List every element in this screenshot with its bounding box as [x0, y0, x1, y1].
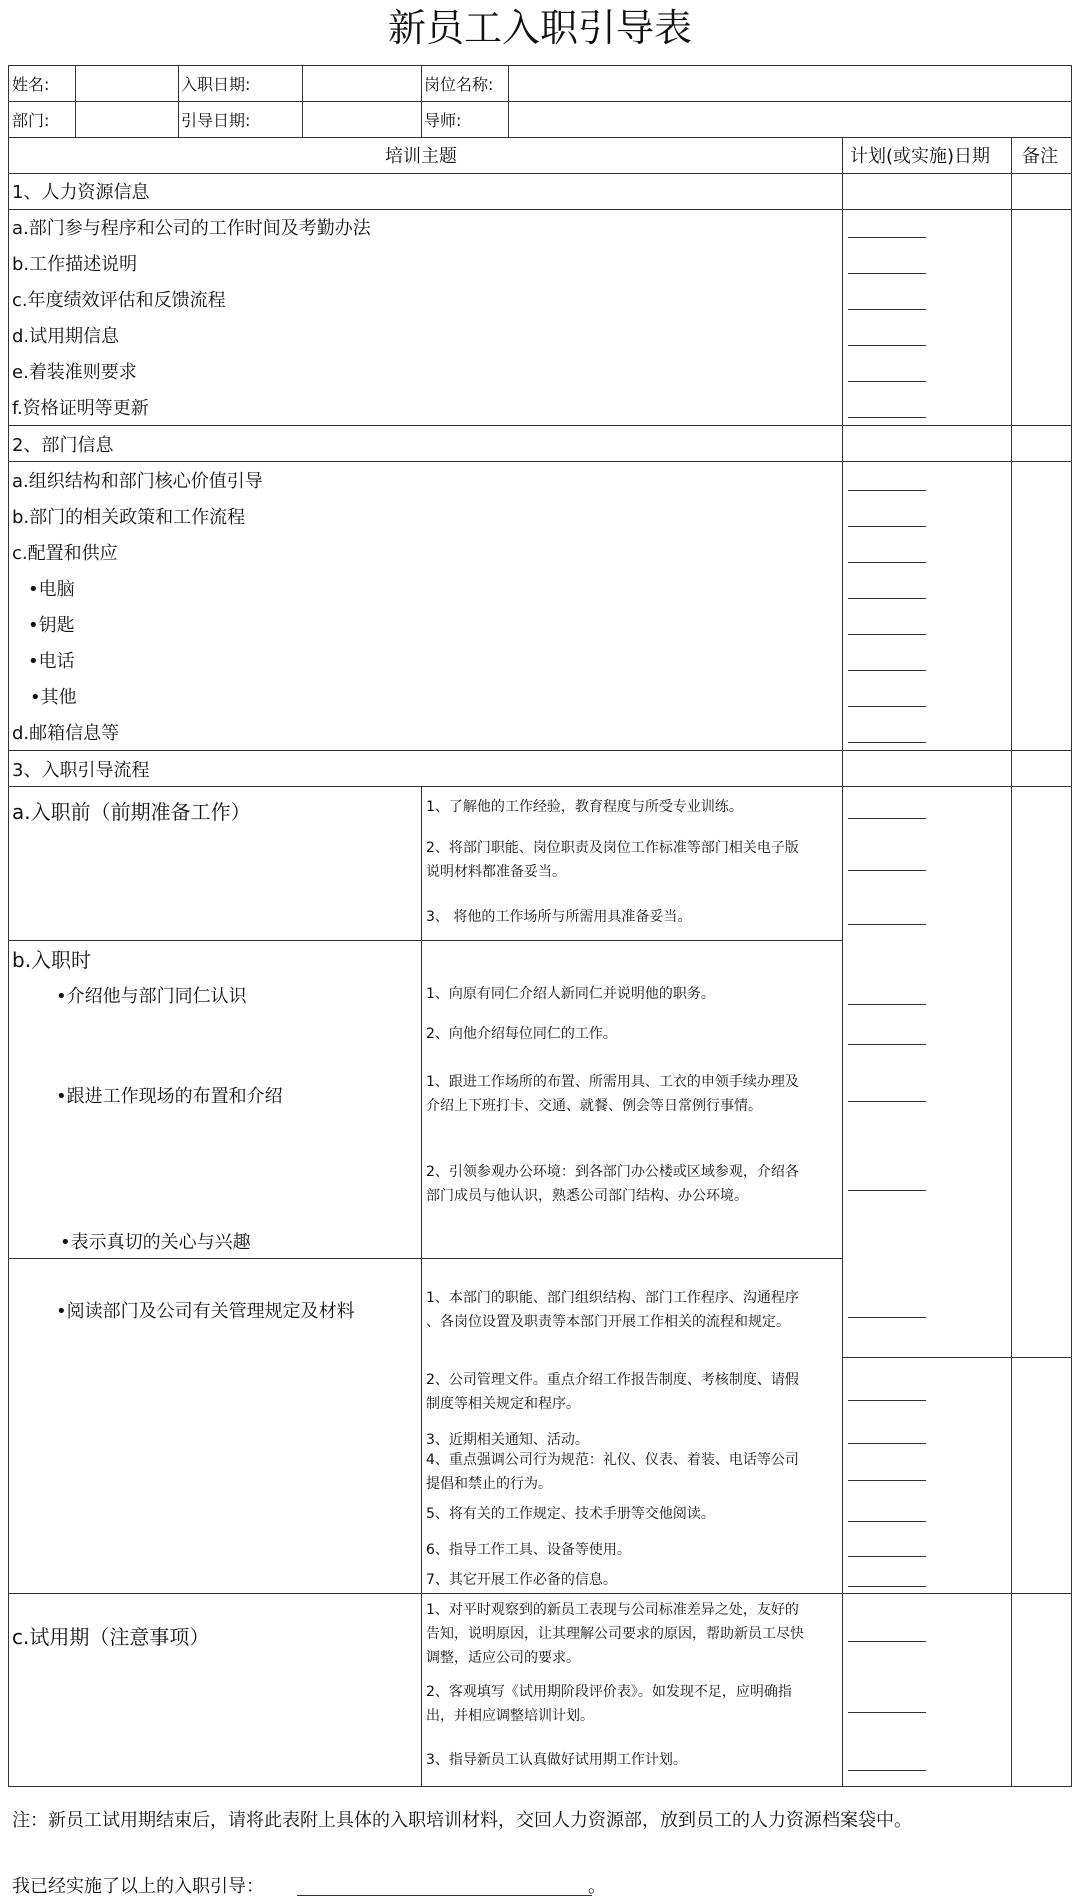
text-line: 2、将部门职能、岗位职责及岗位工作标准等部门相关电子版	[426, 840, 799, 856]
text-line: 1、对平时观察到的新员工表现与公司标准差异之处，友好的	[426, 1602, 799, 1618]
signature-end: 。	[588, 1876, 606, 1897]
text-line: 介绍上下班打卡、交通、就餐、例会等日常例行事情。	[426, 1098, 762, 1114]
text-line: 调整，适应公司的要求。	[426, 1650, 580, 1666]
text-line: 6、指导工作工具、设备等使用。	[426, 1542, 631, 1558]
list-item: •表示真切的关心与兴趣	[60, 1232, 251, 1253]
text-line: 出，并相应调整培训计划。	[426, 1708, 594, 1724]
text-line: 7、其它开展工作必备的信息。	[426, 1572, 617, 1588]
list-item: e.着装准则要求	[12, 362, 137, 383]
list-item: c.配置和供应	[12, 543, 118, 564]
text-line: 、各岗位设置及职责等本部门开展工作相关的流程和规定。	[426, 1314, 790, 1330]
text-line: 说明材料都准备妥当。	[426, 864, 566, 880]
guide-date-label: 引导日期:	[181, 111, 251, 130]
list-item: a.部门参与程序和公司的工作时间及考勤办法	[12, 218, 371, 239]
list-item: •跟进工作现场的布置和介绍	[56, 1086, 283, 1107]
section-title-hr: 1、人力资源信息	[12, 182, 150, 203]
name-label: 姓名:	[12, 75, 50, 94]
onboard-label: b.入职时	[12, 948, 92, 972]
text-line: 3、指导新员工认真做好试用期工作计划。	[426, 1752, 687, 1768]
text-line: 1、了解他的工作经验，教育程度与所受专业训练。	[426, 799, 743, 815]
text-line: 3、近期相关通知、活动。	[426, 1432, 589, 1448]
text-line: 提倡和禁止的行为。	[426, 1476, 552, 1492]
text-line: 3、 将他的工作场所与所需用具准备妥当。	[426, 909, 692, 925]
list-item: f.资格证明等更新	[12, 398, 149, 419]
text-line: 4、重点强调公司行为规范：礼仪、仪表、着装、电话等公司	[426, 1452, 799, 1468]
section-title-dept: 2、部门信息	[12, 435, 114, 456]
list-item: d.试用期信息	[12, 326, 120, 347]
pre-entry-label: a.入职前（前期准备工作）	[12, 800, 251, 824]
position-label: 岗位名称:	[424, 75, 494, 94]
text-line: 2、向他介绍每位同仁的工作。	[426, 1026, 617, 1042]
dept-label: 部门:	[12, 111, 50, 130]
text-line: 1、跟进工作场所的布置、所需用具、工衣的申领手续办理及	[426, 1074, 799, 1090]
text-line: 2、引领参观办公环境：到各部门办公楼或区域参观，介绍各	[426, 1164, 799, 1180]
entry-date-label: 入职日期:	[181, 75, 251, 94]
list-item: •阅读部门及公司有关管理规定及材料	[56, 1301, 355, 1322]
page-title: 新员工入职引导表	[387, 6, 692, 50]
list-item: b.部门的相关政策和工作流程	[12, 507, 246, 528]
probation-label: c.试用期（注意事项）	[12, 1625, 210, 1649]
signature-field[interactable]	[297, 1895, 592, 1896]
list-item: •介绍他与部门同仁认识	[56, 986, 247, 1007]
list-item: •钥匙	[28, 615, 75, 636]
list-item: c.年度绩效评估和反馈流程	[12, 290, 226, 311]
list-item: •电脑	[28, 579, 75, 600]
text-line: 部门成员与他认识，熟悉公司部门结构、办公环境。	[426, 1188, 748, 1204]
column-header-remark: 备注	[1022, 146, 1058, 167]
list-item: b.工作描述说明	[12, 254, 138, 275]
column-header-topic: 培训主题	[385, 146, 457, 167]
text-line: 2、客观填写《试用期阶段评价表》。如发现不足，应明确指	[426, 1684, 792, 1700]
list-item: d.邮箱信息等	[12, 723, 120, 744]
text-line: 制度等相关规定和程序。	[426, 1396, 580, 1412]
list-item: •其他	[30, 687, 77, 708]
list-item: •电话	[28, 651, 75, 672]
text-line: 1、向原有同仁介绍人新同仁并说明他的职务。	[426, 986, 715, 1002]
signature-label: 我已经实施了以上的入职引导：	[12, 1876, 264, 1897]
text-line: 2、公司管理文件。重点介绍工作报告制度、考核制度、请假	[426, 1372, 799, 1388]
mentor-label: 导师:	[424, 111, 462, 130]
text-line: 1、本部门的职能、部门组织结构、部门工作程序、沟通程序	[426, 1290, 799, 1306]
list-item: a.组织结构和部门核心价值引导	[12, 471, 263, 492]
text-line: 告知，说明原因，让其理解公司要求的原因，帮助新员工尽快	[426, 1626, 804, 1642]
section-title-process: 3、入职引导流程	[12, 760, 150, 781]
text-line: 5、将有关的工作规定、技术手册等交他阅读。	[426, 1506, 715, 1522]
footer-note: 注：新员工试用期结束后，请将此表附上具体的入职培训材料，交回人力资源部，放到员工的人力资源档案袋中。	[12, 1810, 912, 1831]
column-header-date: 计划(或实施)日期	[850, 146, 991, 167]
